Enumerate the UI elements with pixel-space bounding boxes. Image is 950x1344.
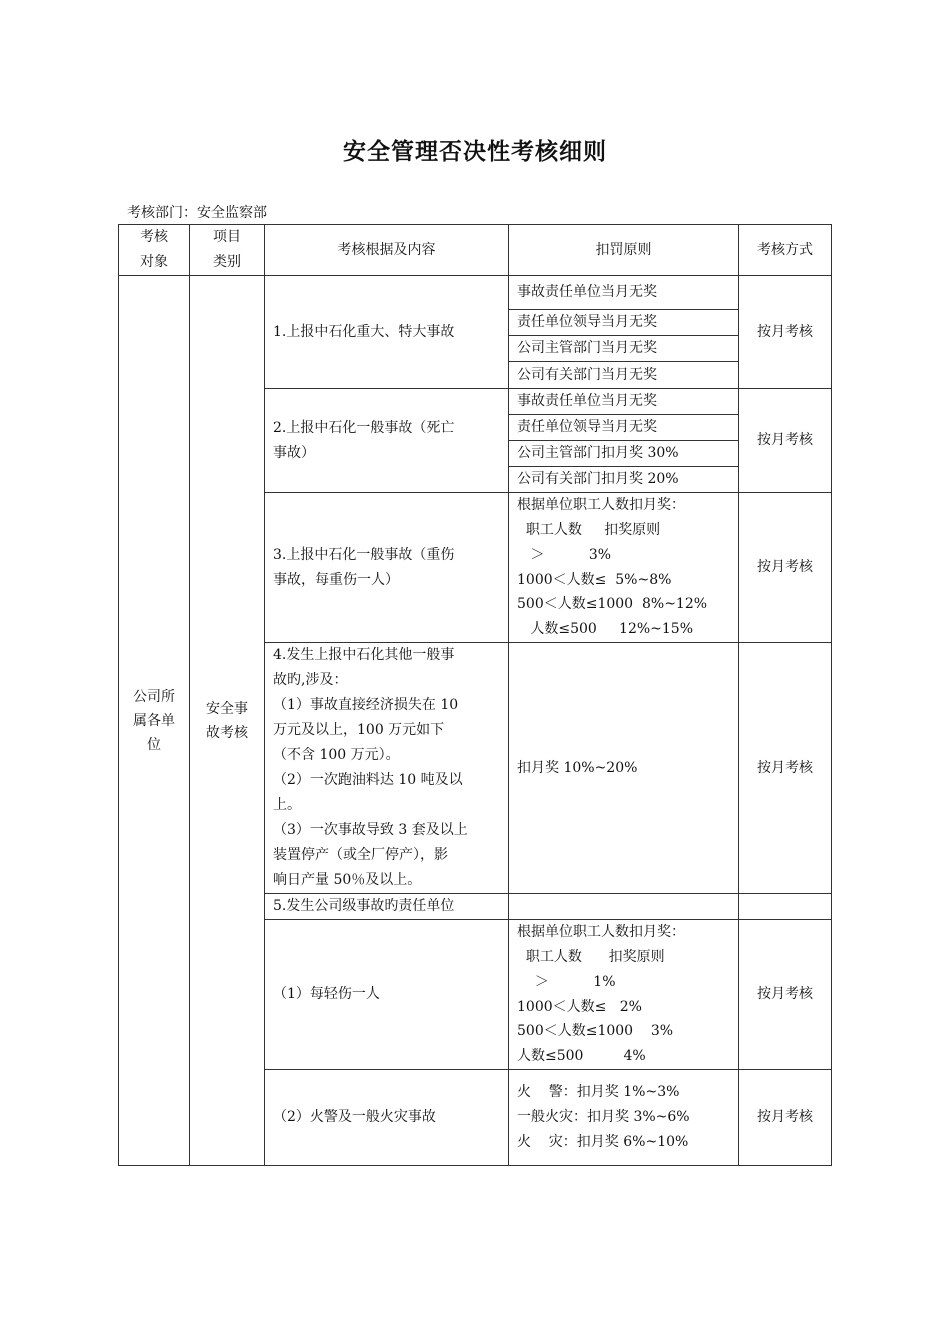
basis-line: 装置停产（或全厂停产），影	[273, 847, 448, 863]
basis-line: 上。	[273, 797, 301, 813]
basis-item-3	[265, 493, 509, 643]
penalty-line: 人数≤500 12%~15%	[517, 621, 694, 638]
method-cell: 按月考核	[739, 643, 832, 894]
basis-line: 3.上报中石化一般事故（重伤	[273, 546, 455, 563]
header-method: 考核方式	[739, 225, 832, 276]
table-row	[119, 276, 832, 310]
category-cell	[190, 276, 265, 1166]
basis-line: 响日产量 50％及以上。	[273, 872, 422, 888]
method-cell: 按月考核	[739, 493, 832, 643]
category-line: 故考核	[206, 724, 248, 741]
penalty-line: 根据单位职工人数扣月奖：	[517, 924, 685, 941]
penalty-line: 1000＜人数≤ 5%~8%	[517, 571, 672, 588]
target-line: 公司所	[133, 688, 175, 705]
penalty-cell	[509, 920, 739, 1070]
penalty-line: 1000＜人数≤ 2%	[517, 998, 642, 1015]
method-cell-empty	[739, 894, 832, 920]
basis-item-5: 5.发生公司级事故旳责任单位	[265, 894, 509, 920]
penalty-cell: 公司主管部门扣月奖 30%	[509, 441, 739, 467]
penalty-cell: 责任单位领导当月无奖	[509, 415, 739, 441]
header-row	[119, 225, 832, 276]
penalty-line: ＞ 1%	[517, 973, 616, 990]
basis-line: 万元及以上，100 万元如下	[273, 722, 445, 738]
method-cell: 按月考核	[739, 389, 832, 493]
penalty-line: 职工人数 扣奖原则	[517, 521, 661, 538]
penalty-cell	[509, 493, 739, 643]
penalty-line: 根据单位职工人数扣月奖：	[517, 497, 685, 514]
target-line: 位	[147, 736, 161, 753]
penalty-line: 人数≤500 4%	[517, 1048, 646, 1065]
penalty-cell: 事故责任单位当月无奖	[509, 389, 739, 415]
penalty-cell-empty	[509, 894, 739, 920]
method-cell: 按月考核	[739, 920, 832, 1070]
basis-line: （1）事故直接经济损失在 10	[273, 697, 459, 713]
header-penalty: 扣罚原则	[509, 225, 739, 276]
method-cell: 按月考核	[739, 276, 832, 389]
header-category-line2: 类别	[213, 254, 241, 270]
basis-line: 事故，每重伤一人）	[273, 571, 399, 588]
penalty-cell	[509, 1070, 739, 1166]
penalty-cell: 公司主管部门当月无奖	[509, 336, 739, 362]
department-line: 考核部门：安全监察部	[127, 205, 267, 221]
header-target-line1: 考核	[140, 229, 168, 245]
penalty-cell: 扣月奖 10%~20%	[509, 643, 739, 894]
basis-line: 故旳,涉及：	[273, 672, 348, 688]
penalty-cell: 公司有关部门扣月奖 20%	[509, 467, 739, 493]
header-category	[190, 225, 265, 276]
basis-item-5-2: （2）火警及一般火灾事故	[265, 1070, 509, 1166]
basis-line: 2.上报中石化一般事故（死亡	[273, 419, 455, 436]
method-cell: 按月考核	[739, 1070, 832, 1166]
page-title: 安全管理否决性考核细则	[343, 139, 607, 165]
basis-line: （3）一次事故导致 3 套及以上	[273, 822, 468, 838]
assessment-table	[118, 224, 832, 1166]
category-line: 安全事	[206, 700, 248, 717]
basis-line: （不含 100 万元）。	[273, 747, 400, 763]
header-target	[119, 225, 190, 276]
penalty-cell: 事故责任单位当月无奖	[509, 276, 739, 310]
penalty-cell: 责任单位领导当月无奖	[509, 310, 739, 336]
header-basis: 考核根据及内容	[265, 225, 509, 276]
penalty-cell: 公司有关部门当月无奖	[509, 362, 739, 389]
header-category-line1: 项目	[213, 229, 241, 245]
penalty-line: ＞ 3%	[517, 546, 612, 563]
basis-item-2	[265, 389, 509, 493]
basis-line: 4.发生上报中石化其他一般事	[273, 647, 455, 663]
basis-line: 事故）	[273, 444, 315, 461]
penalty-line: 职工人数 扣奖原则	[517, 948, 665, 965]
basis-item-1: 1.上报中石化重大、特大事故	[265, 276, 509, 389]
penalty-line: 500＜人数≤1000 8%~12%	[517, 596, 708, 613]
basis-item-5-1: （1）每轻伤一人	[265, 920, 509, 1070]
penalty-line: 一般火灾：扣月奖 3%~6%	[517, 1109, 690, 1126]
basis-line: （2）一次跑油料达 10 吨及以	[273, 772, 463, 788]
penalty-line: 500＜人数≤1000 3%	[517, 1023, 674, 1040]
target-line: 属各单	[133, 712, 175, 729]
basis-item-4	[265, 643, 509, 894]
penalty-line: 火 警：扣月奖 1%~3%	[517, 1084, 680, 1101]
header-target-line2: 对象	[140, 254, 168, 270]
penalty-line: 火 灾：扣月奖 6%~10%	[517, 1133, 689, 1150]
target-cell	[119, 276, 190, 1166]
